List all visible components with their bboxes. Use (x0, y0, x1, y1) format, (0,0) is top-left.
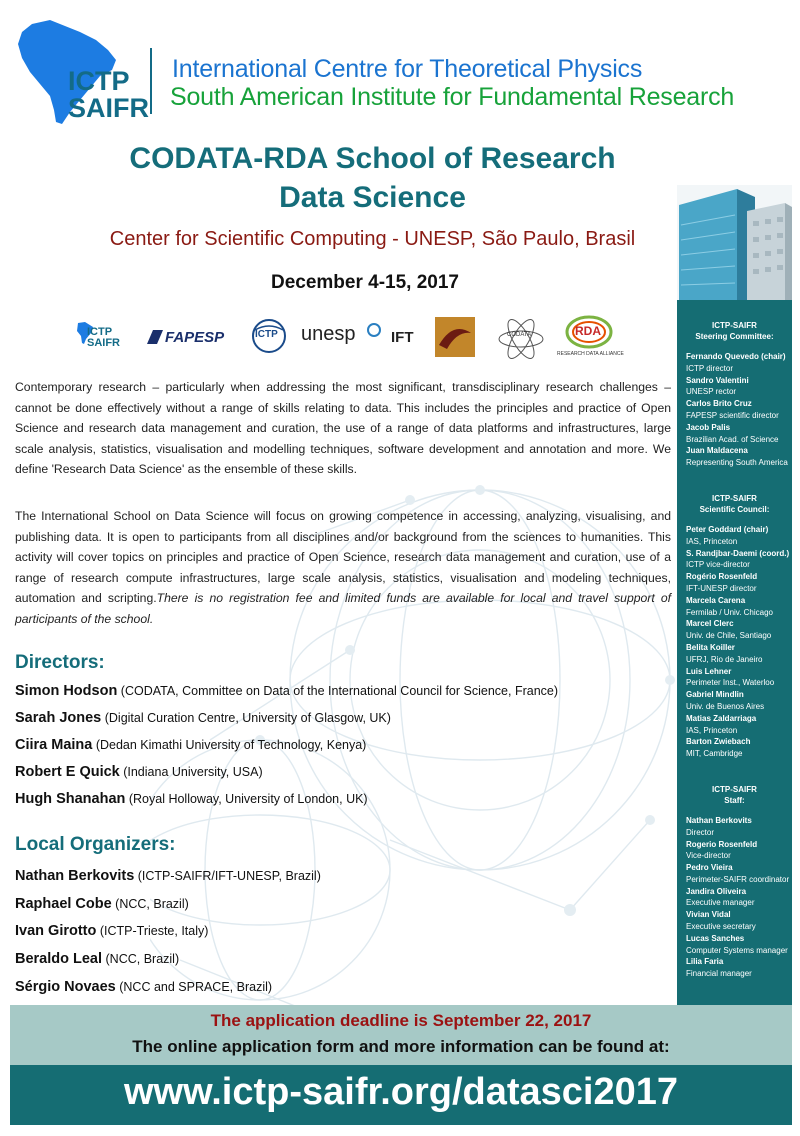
member-name: Luis Lehner (686, 666, 732, 676)
sponsor-fapesp-logo (147, 315, 229, 363)
application-deadline: The application deadline is September 22, 2017 (210, 1011, 592, 1030)
member-role: Univ. de Buenos Aires (686, 701, 765, 711)
steering-committee-heading (677, 320, 792, 342)
director-affiliation: (CODATA, Committee on Data of the International Council for Science, France) (117, 684, 559, 698)
building-photo (677, 185, 792, 300)
member-name: Rogerio Rosenfeld (686, 839, 758, 849)
sponsor-ictp-logo (251, 315, 291, 363)
member-role: UFRJ, Rio de Janeiro (686, 654, 763, 664)
member-name: Marcela Carena (686, 595, 746, 605)
council-heading-line2: Scientific Council: (699, 504, 770, 514)
member-role: ICTP vice-director (686, 560, 750, 570)
member-role: MIT, Cambridge (686, 749, 743, 759)
organizer-affiliation: (NCC and SPRACE, Brazil) (115, 980, 273, 994)
member-role: ICTP director (686, 363, 733, 373)
logo-divider (150, 48, 152, 114)
organizer-item (15, 979, 272, 995)
member-name: Jandira Oliveira (686, 886, 747, 896)
organizer-item (15, 896, 189, 912)
member-role: IFT-UNESP director (686, 583, 757, 593)
organizer-affiliation: (NCC, Brazil) (111, 897, 189, 911)
organizer-item (15, 923, 208, 939)
sponsor-codata-logo (497, 315, 547, 363)
member-name: Carlos Brito Cruz (686, 399, 752, 409)
director-affiliation: (Dedan Kimathi University of Technology, Kenya) (92, 738, 367, 752)
scientific-council-heading (677, 493, 792, 515)
local-organizers-heading: Local Organizers: (15, 834, 176, 855)
director-name: Sarah Jones (15, 710, 102, 726)
member-role: Computer Systems manager (686, 945, 788, 955)
member-name: Barton Zwiebach (686, 737, 751, 747)
director-affiliation: (Royal Holloway, University of London, UK) (125, 792, 368, 806)
url-band (10, 1065, 792, 1125)
event-title-line1: CODATA-RDA School of Research (129, 142, 616, 175)
intro-paragraph: Contemporary research – particularly when addressing the most significant, transdisciplinary research challenges – cannot be done effectively without a range of skills relating to data. This includes the principles and practice of Open Science and research data management and curation, the use of a range of data platforms and infrastructures, large scale analysis, statistics, visualisation and modelling techniques, software development and annotation and more. We define 'Research Data Science' as the ensemble of these skills. (15, 380, 671, 476)
sponsor-logos (75, 315, 635, 363)
sponsor-emblem-logo (433, 315, 481, 363)
unesp-mark-icon (367, 323, 381, 337)
director-item (15, 710, 391, 726)
director-item (15, 791, 368, 807)
directors-heading: Directors: (15, 652, 105, 673)
online-application-note: The online application form and more information can be found at: (132, 1037, 670, 1056)
member-name: Juan Maldacena (686, 446, 748, 456)
codata-atom-icon (497, 319, 545, 359)
rda-subtext: RESEARCH DATA ALLIANCE (557, 351, 624, 357)
rda-text: RDA (575, 324, 601, 338)
member-name: Pedro Vieira (686, 863, 733, 873)
member-name: Peter Goddard (chair) (686, 524, 769, 534)
member-name: Nathan Berkovits (686, 815, 752, 825)
codata-text: CODATA (507, 332, 532, 338)
organizer-affiliation: (NCC, Brazil) (102, 952, 180, 966)
organizer-name: Sérgio Novaes (15, 979, 116, 995)
sponsor-ictp-saifr-logo (75, 315, 135, 363)
sponsor-unesp-logo (301, 315, 391, 363)
member-role: Vice-director (686, 851, 731, 861)
director-name: Robert E Quick (15, 764, 120, 780)
steering-committee-list (677, 351, 792, 469)
member-name: Vivian Vidal (686, 910, 731, 920)
member-role: IAS, Princeton (686, 725, 738, 735)
member-name: Belita Koiller (686, 642, 735, 652)
emblem-icon (433, 315, 477, 359)
event-venue: Center for Scientific Computing - UNESP, São Paulo, Brasil (109, 228, 636, 250)
member-role: IAS, Princeton (686, 536, 738, 546)
organizer-name: Nathan Berkovits (15, 868, 135, 884)
school-description-text: The International School on Data Science will focus on growing competence in accessing, analyzing, visualising, and publishing data. It is open to participants from all disciplines and/or background from the sciences to humanities. This activity will cover topics on principles and practice of Open Science, research data management and curation, use of a range of research compute infrastructures, large scale analysis, statistics, visualisation and modeling techniques, automation and scripting. (15, 509, 671, 605)
member-name: Sandro Valentini (686, 375, 749, 385)
director-affiliation: (Digital Curation Centre, University of Glasgow, UK) (101, 711, 391, 725)
event-url: www.ictp-saifr.org/datasci2017 (123, 1071, 679, 1113)
member-name: Jacob Palis (686, 422, 731, 432)
sponsor-ictp-saifr-text1: ICTP (87, 326, 113, 338)
organizer-item (15, 951, 179, 967)
organizer-name: Raphael Cobe (15, 896, 112, 912)
member-role: Fermilab / Univ. Chicago (686, 607, 773, 617)
member-role: Financial manager (686, 969, 752, 979)
member-role: Perimeter Inst., Waterloo (686, 678, 775, 688)
organizer-item (15, 868, 321, 884)
council-heading-line1: ICTP-SAIFR (712, 493, 757, 503)
sponsor-rda-logo (557, 315, 635, 363)
member-name: Marcel Clerc (686, 619, 734, 629)
staff-heading (677, 784, 792, 806)
sidebar-committees (677, 300, 792, 1005)
staff-list (677, 815, 792, 980)
logo-text-ictp: ICTP (68, 66, 130, 96)
steering-heading-line2: Steering Committee: (695, 332, 774, 341)
member-name: Gabriel Mindlin (686, 690, 744, 700)
member-role: Perimeter-SAIFR coordinator (686, 874, 790, 884)
fapesp-mark-icon (147, 330, 163, 344)
director-item (15, 737, 366, 753)
director-name: Ciira Maina (15, 737, 93, 753)
organizer-name: Ivan Girotto (15, 923, 97, 939)
scientific-council-list (677, 524, 792, 760)
director-name: Hugh Shanahan (15, 791, 126, 807)
sponsor-ift-logo (391, 315, 427, 363)
school-description-paragraph (15, 506, 671, 629)
sponsor-ictp-saifr-text2: SAIFR (87, 337, 120, 349)
director-name: Simon Hodson (15, 683, 118, 699)
ictp-saifr-logo (10, 18, 150, 128)
application-info-band (10, 1005, 792, 1065)
member-role: FAPESP scientific director (686, 410, 779, 420)
member-role: Director (686, 827, 715, 837)
unesp-text: unesp (301, 323, 356, 345)
ictp-small-text: ICTP (255, 329, 278, 340)
member-name: Matias Zaldarriaga (686, 713, 757, 723)
steering-heading-line1: ICTP-SAIFR (712, 321, 757, 330)
event-title-line2: Data Science (279, 181, 466, 214)
member-role: Brazilian Acad. of Science (686, 434, 779, 444)
member-name: S. Randjbar-Daemi (coord.) (686, 548, 790, 558)
institution-name-saifr: South American Institute for Fundamental Research (170, 83, 735, 111)
staff-heading-line1: ICTP-SAIFR (712, 784, 757, 794)
member-role: Executive secretary (686, 922, 756, 932)
event-dates: December 4-15, 2017 (270, 272, 459, 293)
director-item (15, 764, 263, 780)
director-affiliation: (Indiana University, USA) (119, 765, 263, 779)
member-role: Executive manager (686, 898, 755, 908)
fapesp-text: FAPESP (165, 329, 225, 346)
organizer-name: Beraldo Leal (15, 951, 103, 967)
staff-heading-line2: Staff: (724, 795, 745, 805)
ift-text: IFT (391, 329, 414, 346)
member-role: Representing South America (686, 458, 788, 468)
registration-note: There is no registration fee and limited funds are available for local and travel support of participants of the school. (15, 591, 671, 626)
director-item (15, 683, 558, 699)
member-role: Univ. de Chile, Santiago (686, 631, 772, 641)
organizer-affiliation: (ICTP-SAIFR/IFT-UNESP, Brazil) (134, 869, 321, 883)
institution-name-ictp: International Centre for Theoretical Physics (172, 55, 643, 83)
member-role: UNESP rector (686, 387, 737, 397)
logo-text-saifr: SAIFR (68, 93, 149, 123)
member-name: Rogério Rosenfeld (686, 572, 758, 582)
organizer-affiliation: (ICTP-Trieste, Italy) (96, 924, 209, 938)
member-name: Fernando Quevedo (chair) (686, 352, 786, 361)
member-name: Lilia Faria (686, 957, 724, 967)
member-name: Lucas Sanches (686, 933, 745, 943)
